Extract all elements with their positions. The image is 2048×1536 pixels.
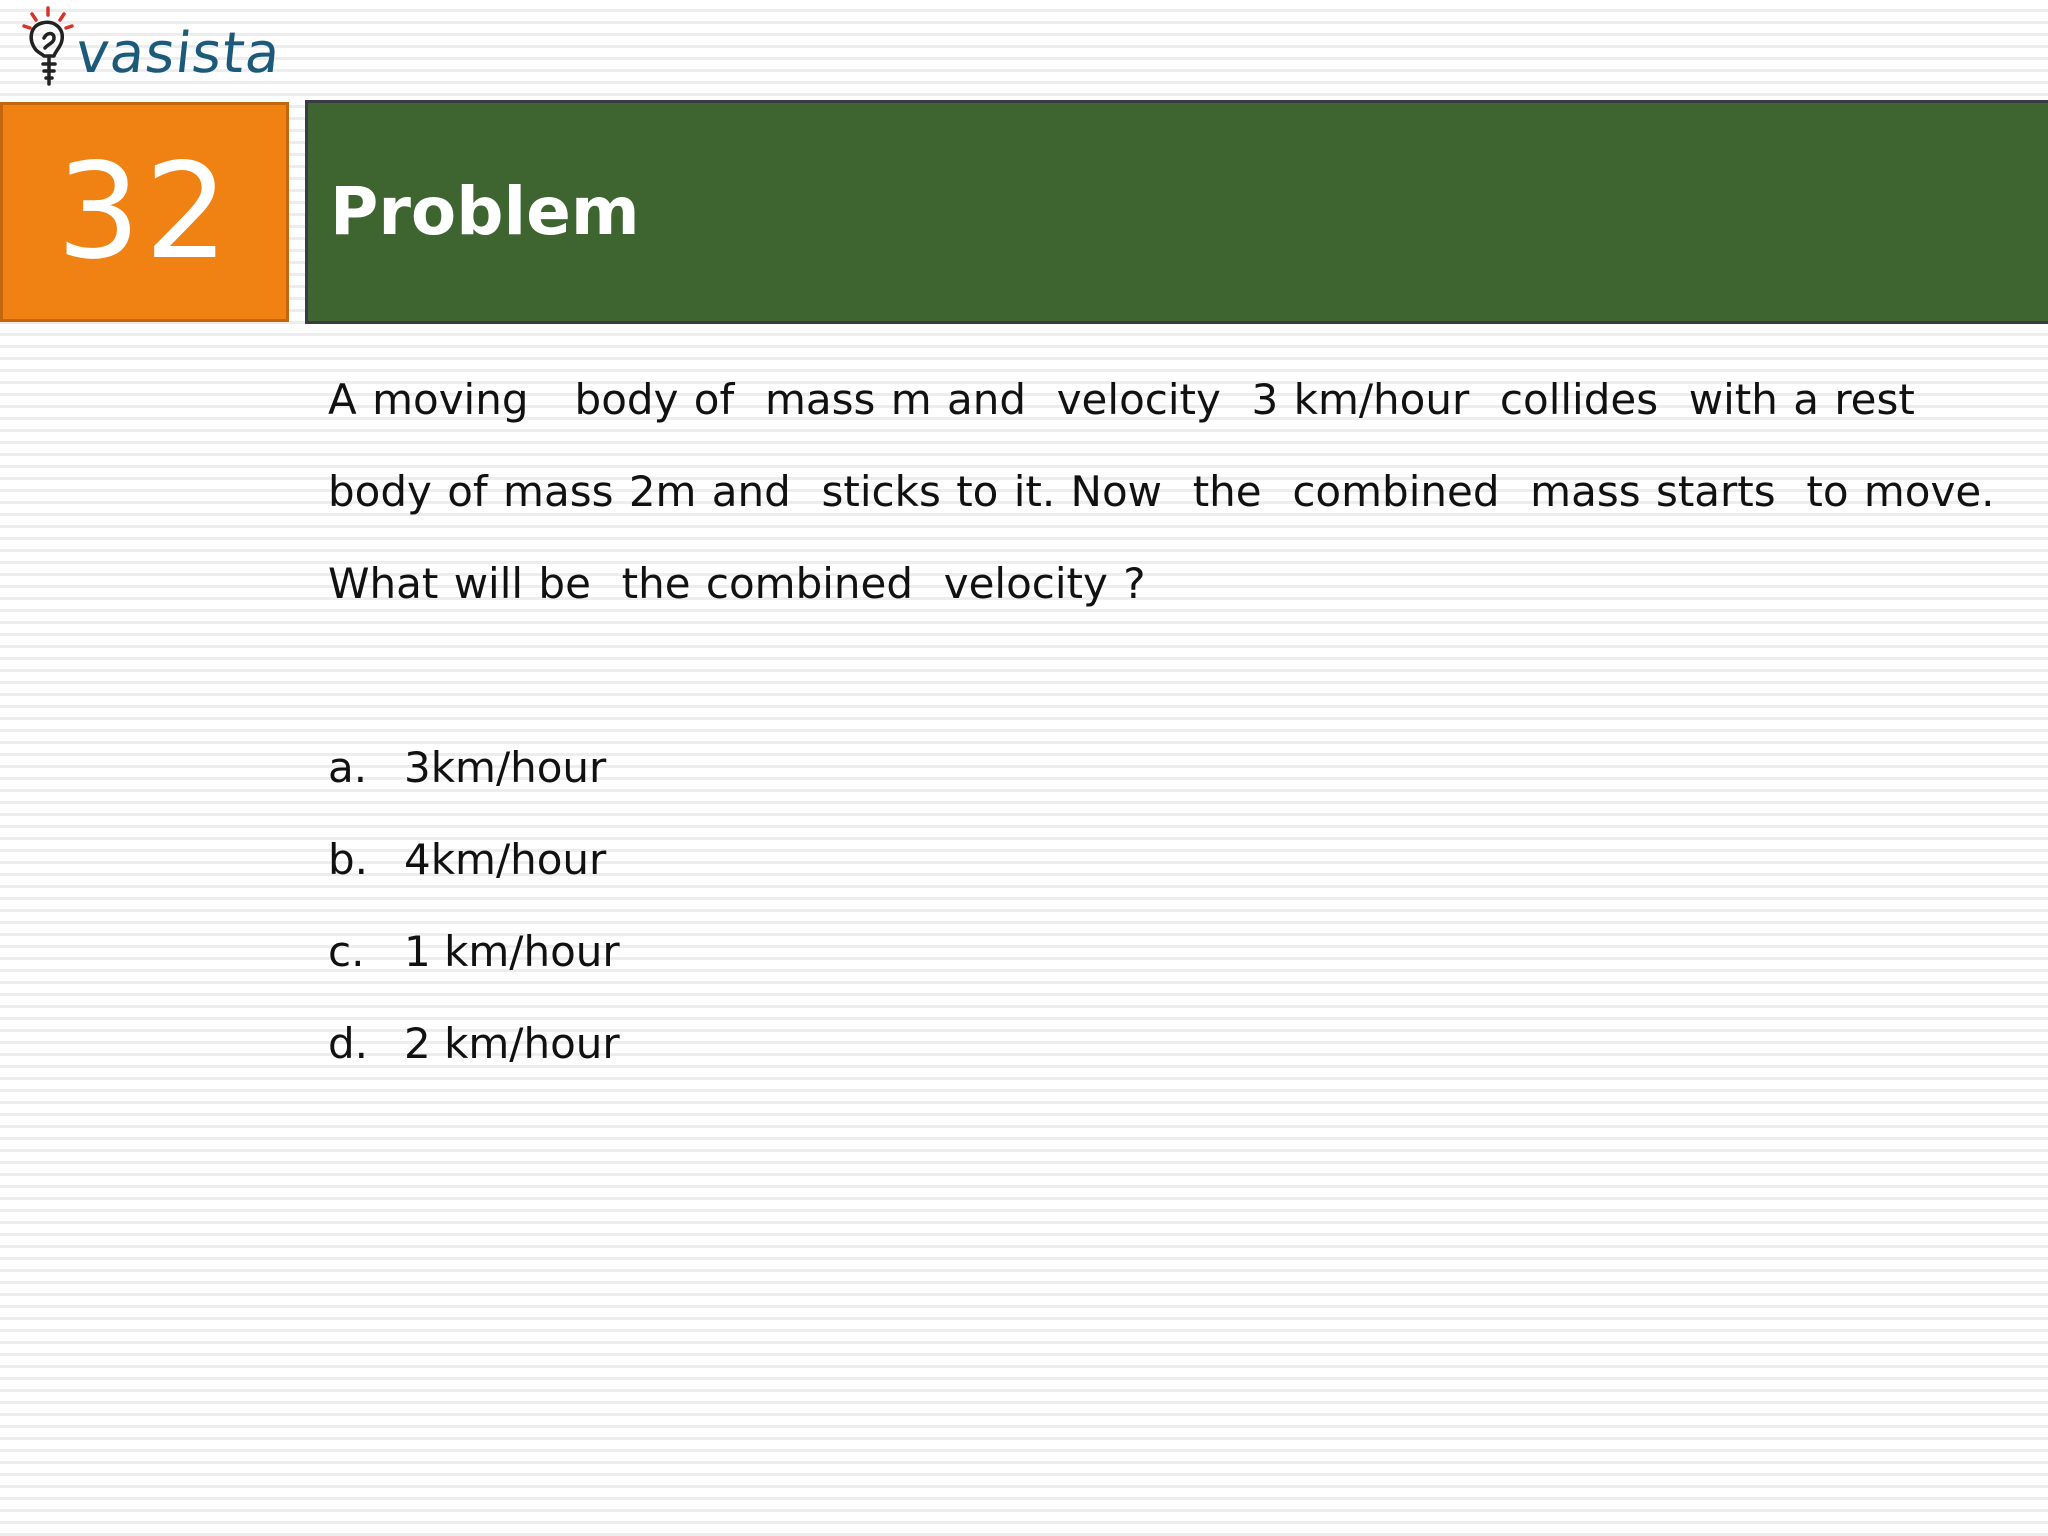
answer-option-b [328, 814, 2008, 906]
slide-number: 32 [56, 135, 233, 289]
slide-content [328, 354, 2026, 1090]
option-text: 4km/hour [404, 835, 607, 884]
slide-number-box [0, 102, 289, 322]
answer-options [328, 722, 2008, 1090]
logo-wordmark: vasista [72, 21, 285, 86]
slide-title: Problem [330, 173, 640, 250]
option-letter: c. [328, 927, 365, 976]
answer-option-c [328, 906, 2008, 998]
option-letter: d. [328, 1019, 369, 1068]
title-bar [305, 100, 2048, 324]
option-text: 3km/hour [404, 743, 607, 792]
option-letter: b. [328, 835, 369, 884]
vasista-logo [18, 4, 288, 96]
option-letter: a. [328, 743, 368, 792]
answer-option-d [328, 998, 2008, 1090]
answer-option-a [328, 722, 2008, 814]
option-text: 2 km/hour [404, 1019, 620, 1068]
option-text: 1 km/hour [404, 927, 620, 976]
question-text: A moving body of mass m and velocity 3 km/hour collides with a rest body of mass 2m and sticks to it. Now the combined mass starts to move. What will be the combined velocity ? [328, 375, 2026, 608]
